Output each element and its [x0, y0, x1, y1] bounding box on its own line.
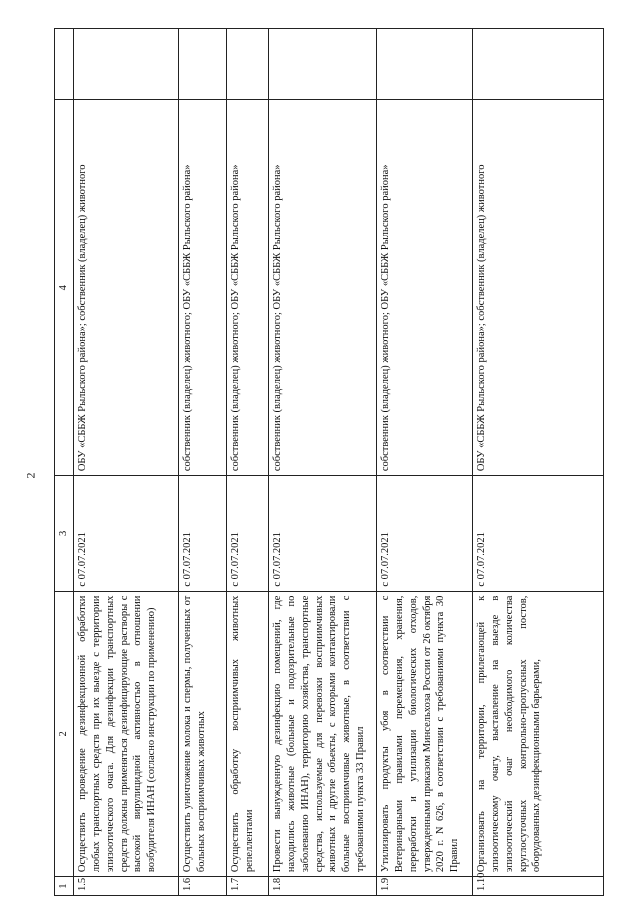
row-action: Провести вынужденную дезинфекцию помещений, где находились животные (больные и подозрительные по заболеванию ИНАН), территорию хозяйства, транспортные средства, используемые для перевозки восприимчивых животных и другие объекты, с которыми контактировали больные восприимчивые животные, в соответствии с требованиями пункта 33 Правил: [269, 591, 377, 877]
row-date: с 07.07.2021: [179, 476, 227, 591]
row-responsible: ОБУ «СББЖ Рыльского района»; собственник (владелец) животного: [74, 100, 179, 476]
row-empty-cell: [227, 29, 269, 100]
row-empty-cell: [377, 29, 473, 100]
row-action: Осуществить обработку восприимчивых животных репеллентами: [227, 591, 269, 877]
table-row: [74, 29, 179, 896]
table-row: [269, 29, 377, 896]
table-row: [377, 29, 473, 896]
row-action: Утилизировать продукты убоя в соответствии с Ветеринарными правилами перемещения, хранения, переработки и утилизации биологических отходов, утвержденными приказом Минсельхоза России от 26 октября 2020 г. N 626, в соответствии с требованиями пункта 30 Правил: [377, 591, 473, 877]
row-responsible: собственник (владелец) животного; ОБУ «СББЖ Рыльского района»: [179, 100, 227, 476]
row-date: с 07.07.2021: [377, 476, 473, 591]
row-date: с 07.07.2021: [74, 476, 179, 591]
header-row: [55, 29, 74, 896]
row-date: с 07.07.2021: [269, 476, 377, 591]
table-row: [179, 29, 227, 896]
table-row: [473, 29, 604, 896]
row-number: 1.8: [269, 877, 377, 896]
row-empty-cell: [269, 29, 377, 100]
row-number: 1.10: [473, 877, 604, 896]
page-number: 2: [23, 472, 38, 479]
row-action: Организовать на территории, прилегающей к эпизоотическому очагу, выставление на выезде в эпизоотический очаг необходимого количества круглосуточных контрольно-пропускных постов, оборудованных дезинфекционными барьерами,: [473, 591, 604, 877]
row-responsible: собственник (владелец) животного; ОБУ «СББЖ Рыльского района»: [227, 100, 269, 476]
measures-table: [54, 28, 604, 896]
row-empty-cell: [74, 29, 179, 100]
header-col-empty: [55, 29, 74, 100]
header-col-3: 3: [55, 476, 74, 591]
header-col-1: 1: [55, 877, 74, 896]
header-col-4: 4: [55, 100, 74, 476]
row-number: 1.9: [377, 877, 473, 896]
row-responsible: собственник (владелец) животного; ОБУ «СББЖ Рыльского района»: [269, 100, 377, 476]
row-date: с 07.07.2021: [227, 476, 269, 591]
row-action: Осуществить уничтожение молока и спермы, полученных от больных восприимчивых животных: [179, 591, 227, 877]
row-empty-cell: [473, 29, 604, 100]
row-action: Осуществить проведение дезинфекционной обработки любых транспортных средств при их выезде с территории эпизоотического очага. Для дезинфекции транспортных средств должны применяться дезинфицирующие растворы с высокой вирулицидной активностью в отношении возбудителя ИНАН (согласно инструкции по применению): [74, 591, 179, 877]
row-date: с 07.07.2021: [473, 476, 604, 591]
row-number: 1.6: [179, 877, 227, 896]
header-col-2: 2: [55, 591, 74, 877]
landscape-content: [54, 28, 604, 896]
row-number: 1.5: [74, 877, 179, 896]
row-number: 1.7: [227, 877, 269, 896]
table-row: [227, 29, 269, 896]
row-empty-cell: [179, 29, 227, 100]
rotated-page: [54, 28, 604, 896]
row-responsible: ОБУ «СББЖ Рыльского района»; собственник (владелец) животного: [473, 100, 604, 476]
row-responsible: собственник (владелец) животного; ОБУ «СББЖ Рыльского района»: [377, 100, 473, 476]
